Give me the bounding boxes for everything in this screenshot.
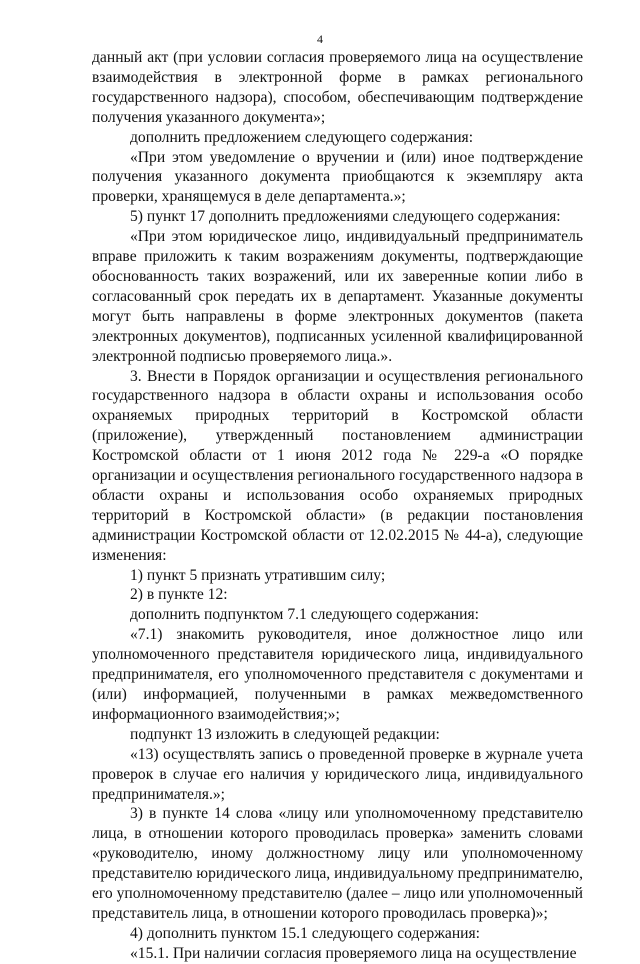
paragraph-quote-7-1: «7.1) знакомить руководителя, иное должностное лицо или уполномоченного представителя юридического лица, индивидуального предпринимателя, его уполномоченного представителя с документами и (или) информацией, полученными в рамках межведомственного информационного взаимодействия;»; (92, 626, 583, 723)
paragraph-add-sentence: дополнить предложением следующего содержания: (130, 128, 474, 146)
paragraph-add-subitem-7-1: дополнить подпунктом 7.1 следующего содержания: (130, 606, 479, 624)
paragraph-sub-1: 1) пункт 5 признать утратившим силу; (130, 566, 386, 584)
paragraph-quote-notification: «При этом уведомление о вручении и (или) иное подтверждение получения указанного документа приобщаются к экземпляру акта проверки, хранящемуся в деле департамента.»; (92, 148, 583, 206)
paragraph-sub-4: 4) дополнить пунктом 15.1 следующего содержания: (130, 924, 481, 942)
document-body (92, 48, 583, 964)
paragraph-subitem-13: подпункт 13 изложить в следующей редакции: (130, 725, 440, 743)
paragraph-item-5: 5) пункт 17 дополнить предложениями следующего содержания: (130, 208, 561, 226)
paragraph-continuation: данный акт (при условии согласия проверяемого лица на осуществление взаимодействия в электронной форме в рамках регионального государственного надзора), способом, обеспечивающим подтверждение получения указанного документа»; (92, 49, 583, 126)
page-number: 4 (317, 32, 323, 46)
paragraph-quote-13: «13) осуществлять запись о проведенной проверке в журнале учета проверок в случае его наличия у юридического лица, индивидуального предпринимателя.»; (92, 745, 583, 803)
paragraph-sub-3: 3) в пункте 14 слова «лицу или уполномоченному представителю лица, в отношении которого проводилась проверка» заменить словами «руководителю, иному должностному лицу или уполномоченному представителю юридического лица, индивидуальному предпринимателю, его уполномоченному представителю (далее – лицо или уполномоченный представитель лица, в отношении которого проводилась проверка)»; (92, 805, 584, 922)
paragraph-quote-15-1: «15.1. При наличии согласия проверяемого лица на осуществление (130, 944, 577, 962)
paragraph-section-3: 3. Внести в Порядок организации и осуществления регионального государственного надзора в области охраны и использования особо охраняемых природных территорий в Костромской области (приложение), утвержденный постановлением администрации Костромской области от 1 июня 2012 года № 229-а «О порядке организации и осуществления регионального государственного надзора в области охраны и использования особо охраняемых природных территорий в Костромской области» (в редакции постановления администрации Костромской области от 12.02.2015 № 44-а), следующие изменения: (92, 367, 583, 564)
paragraph-sub-2: 2) в пункте 12: (130, 586, 228, 604)
paragraph-quote-objections: «При этом юридическое лицо, индивидуальный предприниматель вправе приложить к таким возражениям документы, подтверждающие обоснованность таких возражений, или их заверенные копии либо в согласованный срок передать их в департамент. Указанные документы могут быть направлены в форме электронных документов (пакета электронных документов), подписанных усиленной квалифицированной электронной подписью проверяемого лица.». (92, 228, 583, 365)
